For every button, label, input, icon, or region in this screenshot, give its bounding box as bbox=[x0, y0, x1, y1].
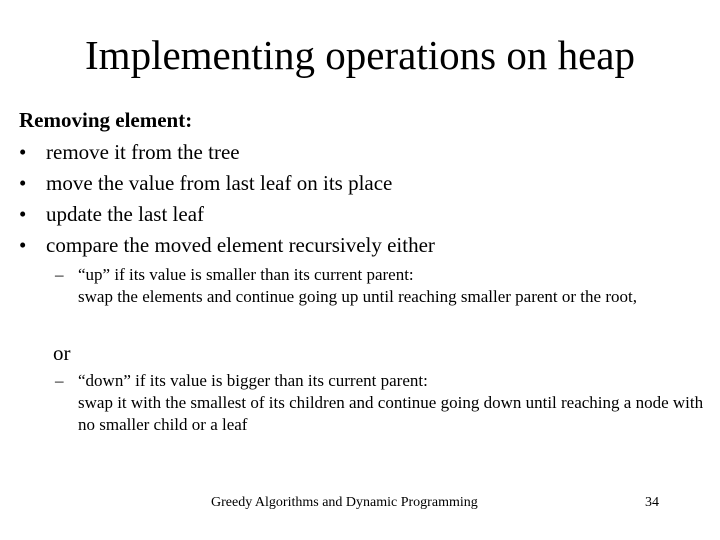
sub-list-down bbox=[55, 370, 705, 436]
sub-item-up bbox=[55, 264, 705, 308]
bullet-symbol: • bbox=[19, 233, 27, 257]
bullet-text: compare the moved element recursively either bbox=[46, 233, 435, 257]
bullet-symbol: • bbox=[19, 202, 27, 226]
page-number: 34 bbox=[645, 495, 659, 510]
sub-item-heading: “down” if its value is bigger than its current parent: bbox=[78, 371, 428, 390]
or-connector: or bbox=[53, 341, 71, 365]
bullet-symbol: • bbox=[19, 140, 27, 164]
sub-list-up bbox=[55, 264, 705, 308]
sub-item-down bbox=[55, 370, 705, 436]
bullet-symbol: • bbox=[19, 171, 27, 195]
dash-symbol: – bbox=[55, 265, 64, 284]
slide-footer: Greedy Algorithms and Dynamic Programming bbox=[211, 495, 478, 510]
sub-item-heading: “up” if its value is smaller than its current parent: bbox=[78, 265, 414, 284]
bullet-item bbox=[19, 168, 435, 199]
bullet-text: remove it from the tree bbox=[46, 140, 240, 164]
sub-item-detail: swap it with the smallest of its children and continue going down until reaching a node with no smaller child or a leaf bbox=[78, 393, 704, 434]
section-heading: Removing element: bbox=[19, 108, 193, 132]
bullet-item bbox=[19, 230, 435, 261]
dash-symbol: – bbox=[55, 371, 64, 390]
sub-item-detail: swap the elements and continue going up until reaching smaller parent or the root, bbox=[78, 287, 637, 306]
bullet-text: update the last leaf bbox=[46, 202, 205, 226]
bullet-list bbox=[19, 137, 435, 261]
slide-title: Implementing operations on heap bbox=[85, 32, 635, 78]
bullet-text: move the value from last leaf on its place bbox=[46, 171, 393, 195]
bullet-item bbox=[19, 137, 435, 168]
bullet-item bbox=[19, 199, 435, 230]
